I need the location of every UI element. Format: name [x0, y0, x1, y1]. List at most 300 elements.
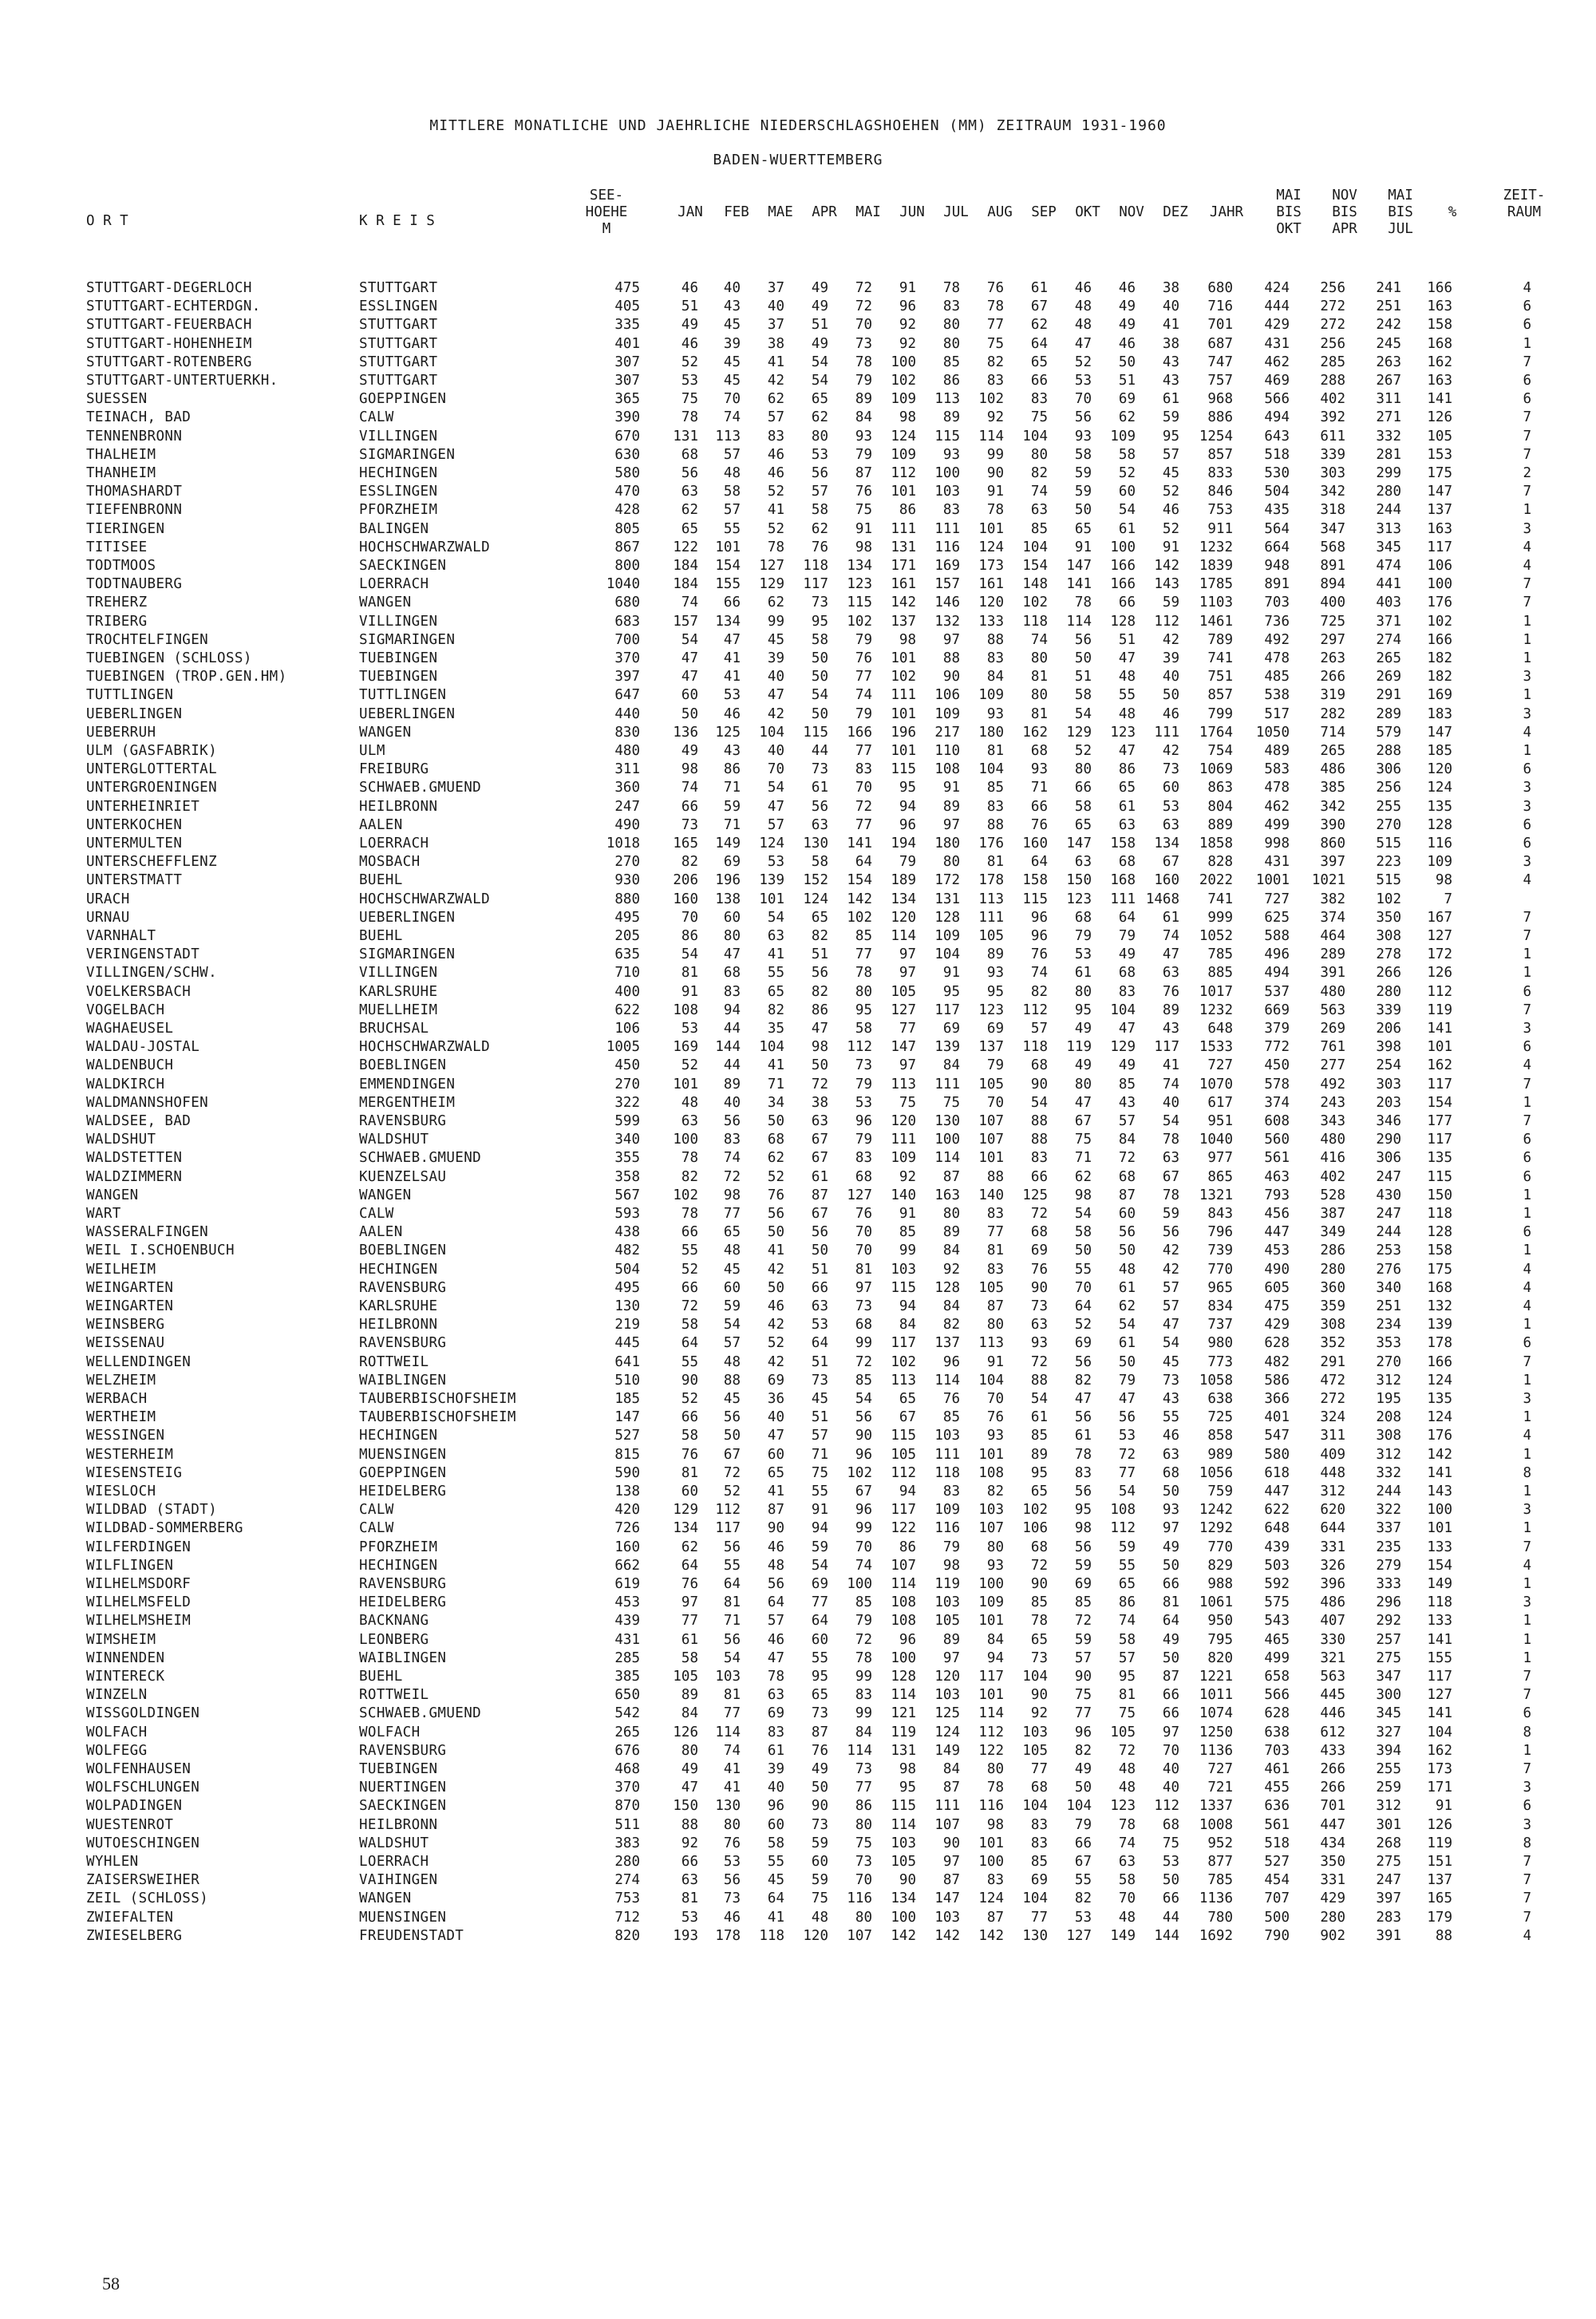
cell-value: 119	[934, 1576, 960, 1592]
cell-value: 135	[1427, 798, 1452, 815]
cell-value: 99	[767, 613, 784, 630]
cell-value: 203	[1376, 1094, 1401, 1111]
cell-value: 166	[1427, 1353, 1452, 1370]
cell-value: 306	[1376, 1150, 1401, 1167]
cell-ort: VOGELBACH	[86, 1001, 165, 1018]
cell-value: 486	[1320, 761, 1345, 778]
cell-ort: WESTERHEIM	[86, 1446, 174, 1463]
cell-value: 47	[681, 669, 698, 685]
cell-value: 73	[811, 1372, 828, 1389]
cell-value: 69	[1030, 1872, 1048, 1889]
table-row	[0, 484, 1596, 500]
cell-value: 103	[934, 484, 960, 500]
cell-value: 63	[1162, 965, 1179, 982]
cell-value: 50	[811, 669, 828, 685]
cell-value: 66	[1030, 798, 1048, 815]
cell-value: 118	[1022, 1039, 1048, 1056]
cell-value: 342	[1320, 798, 1345, 815]
cell-value: 132	[934, 613, 960, 630]
cell-value: 166	[1427, 280, 1452, 296]
cell-kreis: LOERRACH	[359, 1854, 429, 1870]
cell-value: 83	[1118, 983, 1136, 1000]
cell-value: 1	[1523, 1576, 1531, 1592]
cell-value: 44	[811, 743, 828, 759]
table-row	[0, 1169, 1596, 1186]
header-jul: JUL	[943, 204, 969, 220]
cell-value: 278	[1376, 946, 1401, 963]
cell-value: 109	[891, 446, 916, 463]
cell-value: 60	[1118, 484, 1136, 500]
cell-value: 118	[803, 558, 828, 574]
cell-value: 85	[1030, 1428, 1048, 1444]
cell-value: 94	[986, 1649, 1004, 1666]
cell-value: 280	[1320, 1261, 1345, 1278]
cell-value: 120	[978, 595, 1004, 611]
cell-value: 114	[934, 1150, 960, 1167]
cell-value: 83	[986, 1261, 1004, 1278]
cell-value: 480	[614, 743, 640, 759]
cell-value: 478	[1264, 780, 1290, 796]
cell-kreis: BOEBLINGEN	[359, 1057, 447, 1074]
cell-value: 445	[614, 1335, 640, 1352]
table-row	[0, 743, 1596, 760]
cell-value: 63	[811, 1298, 828, 1314]
cell-value: 858	[1207, 1428, 1233, 1444]
cell-value: 75	[1030, 409, 1048, 426]
cell-value: 69	[767, 1705, 784, 1722]
cell-value: 67	[1162, 854, 1179, 871]
cell-value: 2022	[1199, 872, 1233, 889]
cell-value: 482	[1264, 1353, 1290, 1370]
cell-value: 178	[715, 1927, 741, 1944]
cell-value: 56	[1074, 1483, 1092, 1499]
cell-value: 46	[723, 1909, 741, 1926]
cell-value: 68	[1162, 1816, 1179, 1833]
cell-ort: WEINGARTEN	[86, 1279, 174, 1296]
cell-ort: WALDZIMMERN	[86, 1168, 183, 1185]
cell-value: 116	[1427, 836, 1452, 851]
cell-value: 173	[1427, 1761, 1452, 1777]
cell-value: 420	[614, 1502, 640, 1519]
cell-value: 270	[1376, 816, 1401, 833]
cell-value: 68	[1118, 1168, 1136, 1185]
cell-value: 340	[1376, 1279, 1401, 1296]
cell-value: 617	[1207, 1094, 1233, 1111]
cell-value: 670	[614, 428, 640, 444]
cell-kreis: WAIBLINGEN	[359, 1372, 447, 1389]
cell-value: 86	[681, 928, 698, 944]
cell-ort: STUTTGART-UNTERTUERKH.	[86, 373, 279, 389]
cell-value: 66	[681, 1224, 698, 1241]
cell-value: 1	[1523, 687, 1531, 704]
cell-value: 67	[899, 1409, 916, 1426]
cell-value: 111	[891, 1132, 916, 1148]
cell-value: 1	[1523, 631, 1531, 648]
cell-ort: UEBERRUH	[86, 724, 156, 741]
cell-value: 61	[811, 780, 828, 796]
cell-value: 85	[1030, 1594, 1048, 1611]
cell-value: 66	[681, 1854, 698, 1870]
cell-value: 113	[978, 891, 1004, 907]
cell-value: 7	[1523, 928, 1531, 944]
table-row	[0, 539, 1596, 556]
cell-value: 510	[614, 1372, 640, 1389]
cell-ort: WEINGARTEN	[86, 1298, 174, 1314]
cell-value: 7	[1523, 354, 1531, 370]
cell-value: 74	[723, 1150, 741, 1167]
cell-value: 49	[811, 298, 828, 315]
cell-ort: TENNENBRONN	[86, 428, 183, 444]
cell-value: 59	[1162, 409, 1179, 426]
cell-value: 175	[1427, 465, 1452, 481]
cell-value: 100	[978, 1854, 1004, 1870]
header-ort: O R T	[86, 213, 128, 229]
cell-value: 47	[723, 631, 741, 648]
cell-value: 142	[847, 891, 872, 907]
cell-value: 579	[1376, 724, 1401, 741]
cell-value: 62	[681, 502, 698, 519]
cell-value: 6	[1523, 1132, 1531, 1148]
cell-value: 307	[614, 373, 640, 389]
cell-value: 49	[811, 280, 828, 296]
cell-value: 51	[811, 1409, 828, 1426]
cell-value: 40	[1162, 1780, 1179, 1796]
cell-value: 62	[681, 1539, 698, 1555]
cell-value: 116	[847, 1890, 872, 1907]
cell-value: 561	[1264, 1816, 1290, 1833]
cell-value: 105	[934, 1613, 960, 1630]
cell-kreis: MERGENTHEIM	[359, 1094, 456, 1111]
cell-value: 135	[1427, 1150, 1452, 1167]
table-row	[0, 1483, 1596, 1500]
cell-value: 98	[1074, 1520, 1092, 1537]
cell-value: 383	[614, 1835, 640, 1851]
cell-value: 78	[767, 1669, 784, 1685]
cell-value: 61	[1118, 798, 1136, 815]
cell-value: 46	[1118, 280, 1136, 296]
cell-value: 93	[1030, 1335, 1048, 1352]
cell-value: 112	[1110, 1520, 1136, 1537]
cell-value: 85	[855, 1594, 872, 1611]
cell-value: 49	[681, 743, 698, 759]
cell-value: 91	[899, 1206, 916, 1222]
cell-value: 81	[986, 854, 1004, 871]
cell-value: 89	[1030, 1446, 1048, 1463]
cell-value: 1	[1523, 613, 1531, 630]
cell-value: 599	[614, 1113, 640, 1129]
header-okt: OKT	[1075, 204, 1100, 220]
cell-value: 7	[1523, 1669, 1531, 1685]
cell-value: 66	[681, 798, 698, 815]
cell-value: 91	[681, 983, 698, 1000]
cell-value: 66	[1030, 1168, 1048, 1185]
cell-ort: TROCHTELFINGEN	[86, 631, 209, 648]
cell-value: 394	[1376, 1742, 1401, 1759]
cell-value: 1	[1523, 502, 1531, 519]
table-row	[0, 1576, 1596, 1593]
cell-value: 130	[614, 1298, 640, 1314]
cell-value: 54	[811, 1557, 828, 1574]
header-mai-jul: MAI BIS JUL	[1388, 188, 1413, 237]
cell-value: 205	[614, 928, 640, 944]
cell-value: 66	[1118, 595, 1136, 611]
cell-value: 75	[811, 1890, 828, 1907]
cell-value: 106	[1427, 558, 1452, 574]
cell-value: 759	[1207, 1483, 1233, 1499]
cell-value: 68	[1030, 1057, 1048, 1074]
cell-value: 1	[1523, 1649, 1531, 1666]
cell-value: 76	[681, 1576, 698, 1592]
cell-value: 952	[1207, 1835, 1233, 1851]
cell-value: 163	[1427, 298, 1452, 315]
cell-value: 97	[1162, 1724, 1179, 1740]
cell-value: 106	[1022, 1520, 1048, 1537]
cell-value: 77	[811, 1594, 828, 1611]
cell-value: 59	[811, 1539, 828, 1555]
cell-value: 829	[1207, 1557, 1233, 1574]
cell-value: 52	[1074, 743, 1092, 759]
cell-value: 74	[855, 1557, 872, 1574]
table-row	[0, 1057, 1596, 1074]
cell-value: 101	[891, 743, 916, 759]
cell-value: 126	[673, 1724, 698, 1740]
cell-value: 45	[723, 317, 741, 334]
cell-value: 55	[1162, 1409, 1179, 1426]
cell-value: 638	[1264, 1724, 1290, 1740]
cell-kreis: HEIDELBERG	[359, 1594, 447, 1611]
cell-ort: WELLENDINGEN	[86, 1353, 192, 1370]
cell-value: 54	[723, 1317, 741, 1333]
cell-value: 75	[811, 1464, 828, 1481]
cell-ort: STUTTGART-HOHENHEIM	[86, 335, 252, 352]
cell-value: 475	[1264, 1298, 1290, 1314]
header-zeitraum: ZEIT- RAUM	[1503, 188, 1546, 220]
cell-value: 114	[891, 1816, 916, 1833]
cell-value: 100	[891, 1649, 916, 1666]
cell-kreis: SIGMARINGEN	[359, 946, 456, 963]
cell-value: 49	[1118, 317, 1136, 334]
cell-value: 50	[681, 705, 698, 722]
cell-value: 68	[723, 965, 741, 982]
cell-value: 113	[891, 1372, 916, 1389]
cell-value: 118	[759, 1927, 784, 1944]
cell-value: 119	[1066, 1039, 1092, 1056]
cell-value: 257	[1376, 1631, 1401, 1648]
cell-value: 48	[723, 465, 741, 481]
cell-value: 96	[855, 1113, 872, 1129]
cell-kreis: RAVENSBURG	[359, 1113, 447, 1129]
cell-value: 40	[723, 1094, 741, 1111]
cell-value: 149	[1427, 1576, 1452, 1592]
cell-value: 7	[1523, 409, 1531, 426]
cell-value: 106	[614, 1021, 640, 1037]
cell-value: 65	[811, 909, 828, 926]
cell-value: 93	[986, 1557, 1004, 1574]
cell-value: 339	[1376, 1001, 1401, 1018]
cell-value: 79	[855, 1076, 872, 1092]
cell-value: 97	[899, 1057, 916, 1074]
cell-value: 54	[1118, 502, 1136, 519]
cell-value: 61	[681, 1631, 698, 1648]
cell-value: 45	[1162, 465, 1179, 481]
cell-value: 790	[1264, 1927, 1290, 1944]
cell-value: 78	[1074, 1446, 1092, 1463]
cell-value: 47	[1074, 1094, 1092, 1111]
cell-value: 82	[767, 1001, 784, 1018]
table-row	[0, 1594, 1596, 1611]
cell-value: 108	[891, 1613, 916, 1630]
cell-value: 286	[1320, 1242, 1345, 1259]
table-row	[0, 576, 1596, 593]
cell-value: 137	[891, 613, 916, 630]
cell-value: 99	[855, 1335, 872, 1352]
cell-value: 6	[1523, 1168, 1531, 1185]
cell-value: 112	[1154, 613, 1179, 630]
cell-value: 405	[614, 298, 640, 315]
cell-value: 347	[1376, 1669, 1401, 1685]
cell-value: 580	[614, 465, 640, 481]
table-row	[0, 1187, 1596, 1204]
cell-value: 67	[1074, 1854, 1092, 1870]
cell-value: 83	[1030, 391, 1048, 408]
cell-value: 56	[767, 1576, 784, 1592]
table-row	[0, 447, 1596, 464]
cell-value: 1103	[1199, 595, 1233, 611]
cell-value: 124	[978, 1890, 1004, 1907]
cell-value: 103	[891, 1835, 916, 1851]
cell-value: 87	[986, 1909, 1004, 1926]
cell-value: 64	[767, 1890, 784, 1907]
cell-value: 217	[934, 724, 960, 741]
cell-value: 68	[1074, 909, 1092, 926]
cell-value: 857	[1207, 687, 1233, 704]
cell-value: 272	[1320, 1391, 1345, 1407]
cell-value: 234	[1376, 1317, 1401, 1333]
cell-value: 4	[1523, 1557, 1531, 1574]
cell-value: 87	[942, 1168, 960, 1185]
cell-value: 465	[1264, 1631, 1290, 1648]
cell-value: 58	[723, 484, 741, 500]
cell-value: 290	[1376, 1132, 1401, 1148]
cell-value: 57	[723, 1335, 741, 1352]
cell-value: 183	[1427, 705, 1452, 722]
cell-value: 515	[1376, 872, 1401, 889]
cell-ort: VARNHALT	[86, 928, 156, 944]
cell-value: 131	[673, 428, 698, 444]
cell-value: 57	[723, 502, 741, 519]
cell-value: 112	[1022, 1001, 1048, 1018]
cell-value: 4	[1523, 539, 1531, 555]
cell-value: 189	[891, 872, 916, 889]
table-row	[0, 1558, 1596, 1574]
cell-value: 60	[811, 1631, 828, 1648]
cell-value: 430	[1376, 1187, 1401, 1203]
cell-value: 81	[1162, 1594, 1179, 1611]
cell-value: 112	[891, 465, 916, 481]
cell-value: 73	[811, 1816, 828, 1833]
cell-value: 561	[1264, 1150, 1290, 1167]
cell-value: 968	[1207, 391, 1233, 408]
cell-value: 178	[978, 872, 1004, 889]
cell-value: 141	[1427, 1021, 1452, 1037]
cell-value: 47	[767, 1649, 784, 1666]
cell-value: 97	[899, 965, 916, 982]
table-row	[0, 1150, 1596, 1167]
cell-value: 105	[891, 1446, 916, 1463]
cell-value: 47	[1118, 1391, 1136, 1407]
cell-value: 51	[1074, 669, 1092, 685]
cell-value: 339	[1320, 446, 1345, 463]
cell-value: 52	[681, 1261, 698, 1278]
cell-value: 79	[1074, 1816, 1092, 1833]
cell-ort: WUTOESCHINGEN	[86, 1835, 200, 1851]
cell-value: 90	[986, 465, 1004, 481]
cell-value: 53	[1074, 373, 1092, 389]
cell-value: 951	[1207, 1113, 1233, 1129]
cell-value: 122	[673, 539, 698, 555]
cell-value: 82	[1074, 1890, 1092, 1907]
cell-value: 445	[1320, 1687, 1345, 1704]
cell-value: 176	[1427, 1428, 1452, 1444]
cell-value: 48	[1118, 1761, 1136, 1777]
cell-value: 4	[1523, 1261, 1531, 1278]
cell-value: 193	[673, 1927, 698, 1944]
cell-value: 119	[891, 1724, 916, 1740]
cell-value: 70	[855, 1224, 872, 1241]
cell-value: 124	[803, 891, 828, 907]
table-row	[0, 780, 1596, 796]
cell-value: 77	[723, 1206, 741, 1222]
cell-value: 80	[681, 1742, 698, 1759]
cell-value: 55	[681, 1242, 698, 1259]
cell-value: 57	[767, 409, 784, 426]
cell-value: 112	[1154, 1798, 1179, 1815]
cell-ort: WALDSHUT	[86, 1132, 156, 1148]
cell-value: 279	[1376, 1557, 1401, 1574]
cell-ort: UNTERGLOTTERTAL	[86, 761, 218, 778]
cell-value: 44	[1162, 1909, 1179, 1926]
cell-value: 265	[614, 1724, 640, 1740]
cell-ort: ZWIEFALTEN	[86, 1909, 174, 1926]
cell-value: 47	[767, 1428, 784, 1444]
cell-value: 461	[1264, 1761, 1290, 1777]
cell-value: 54	[1030, 1094, 1048, 1111]
cell-ort: WOLFSCHLUNGEN	[86, 1780, 200, 1796]
cell-kreis: HECHINGEN	[359, 1557, 438, 1574]
cell-value: 3	[1523, 798, 1531, 815]
cell-value: 56	[681, 465, 698, 481]
cell-ort: STUTTGART-FEUERBACH	[86, 317, 252, 334]
table-row	[0, 650, 1596, 667]
cell-value: 311	[1320, 1428, 1345, 1444]
cell-value: 45	[723, 373, 741, 389]
cell-ort: TIEFENBRONN	[86, 502, 183, 519]
cell-value: 345	[1376, 1705, 1401, 1722]
cell-value: 180	[934, 836, 960, 851]
cell-value: 761	[1320, 1039, 1345, 1056]
cell-value: 103	[978, 1502, 1004, 1519]
cell-value: 104	[759, 1039, 784, 1056]
cell-value: 59	[811, 1872, 828, 1889]
cell-value: 55	[767, 1854, 784, 1870]
cell-value: 480	[1320, 1132, 1345, 1148]
cell-value: 447	[1320, 1816, 1345, 1833]
cell-value: 103	[715, 1669, 741, 1685]
cell-value: 61	[1118, 520, 1136, 537]
cell-value: 41	[767, 502, 784, 519]
cell-value: 98	[811, 1039, 828, 1056]
cell-value: 111	[934, 520, 960, 537]
